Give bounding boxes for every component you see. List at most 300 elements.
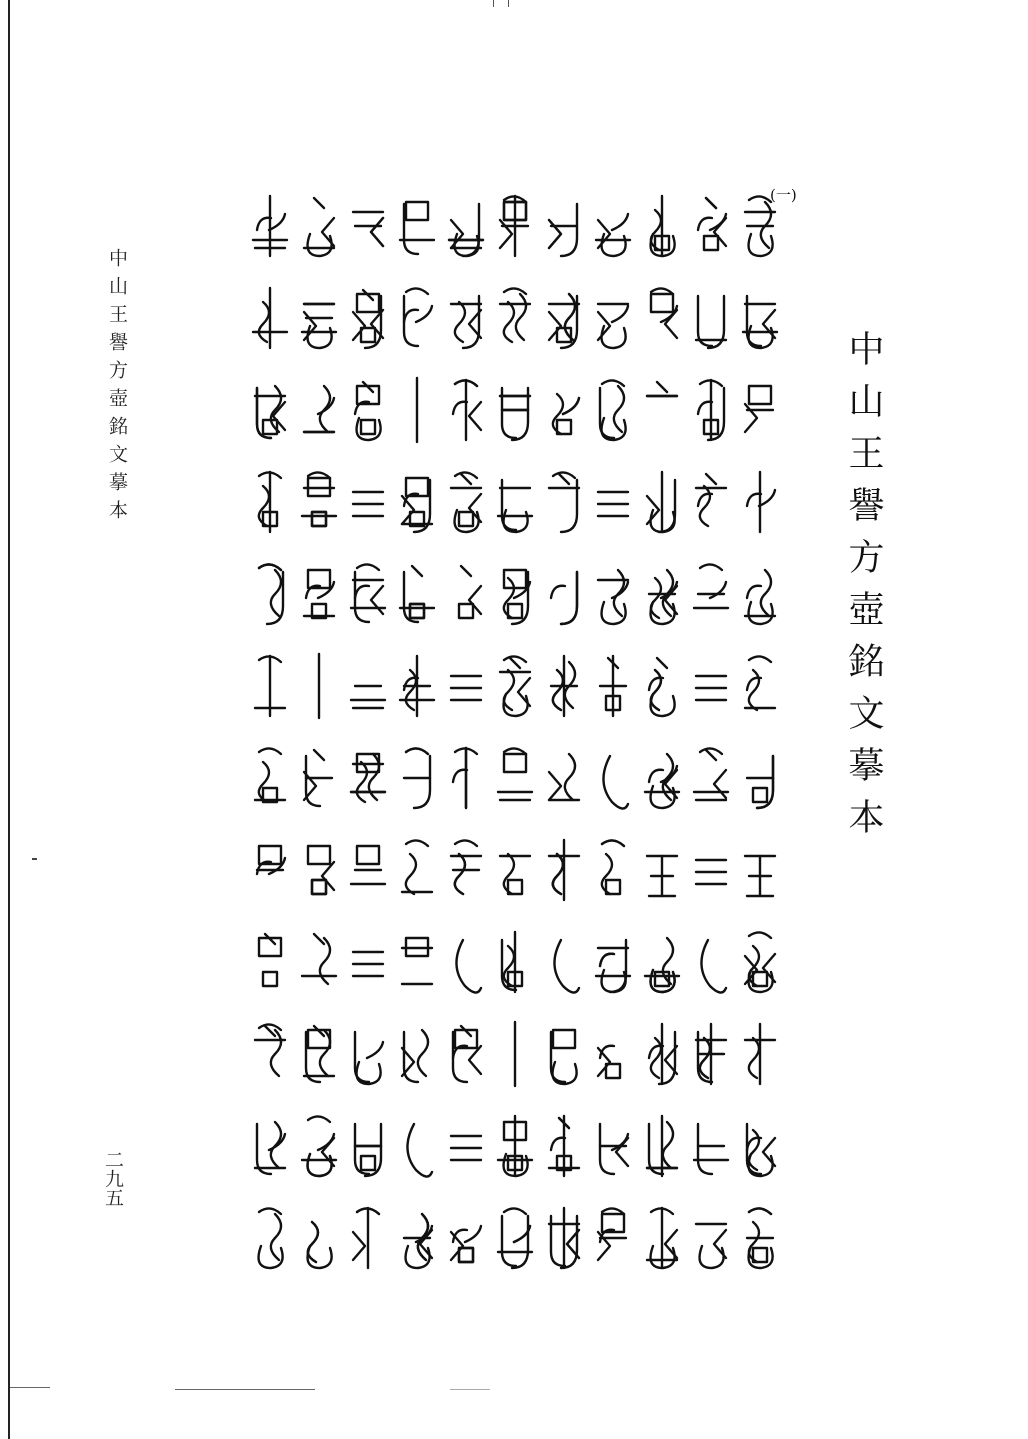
inscription-glyph: [441, 1202, 491, 1274]
glyph-stroke: [416, 306, 432, 322]
glyph-stroke: [469, 586, 481, 614]
glyph-stroke: [561, 204, 577, 256]
glyph-stroke: [504, 1208, 526, 1214]
glyph-stroke: [455, 840, 477, 846]
glyph-stroke: [259, 1208, 281, 1214]
glyph-stroke: [616, 1138, 628, 1166]
glyph-stroke: [698, 296, 712, 346]
glyph-stroke: [355, 586, 369, 598]
glyph-stroke: [259, 1024, 281, 1030]
inscription-glyph: [245, 1202, 295, 1274]
inscription-glyph: [686, 1202, 736, 1274]
inscription-glyph: [343, 282, 393, 354]
glyph-stroke: [749, 656, 771, 662]
glyph-stroke: [747, 586, 761, 598]
inscription-glyph: [637, 650, 687, 722]
inscription-glyph: [294, 466, 344, 538]
inscription-column: [441, 190, 491, 1295]
inscription-glyph: [539, 374, 589, 446]
glyph-stroke: [318, 582, 334, 598]
inscription-glyph: [441, 1110, 491, 1182]
glyph-stroke: [259, 564, 281, 570]
glyph-stroke: [410, 604, 424, 618]
glyph-stroke: [406, 670, 416, 710]
inscription-glyph: [490, 466, 540, 538]
glyph-stroke: [406, 748, 428, 754]
glyph-stroke: [361, 420, 375, 434]
glyph-stroke: [412, 566, 422, 576]
inscription-glyph: [392, 374, 442, 446]
inscription-glyph: [735, 834, 785, 906]
inscription-glyph: [343, 834, 393, 906]
inscription-glyph: [490, 282, 540, 354]
page-number: 二九五: [102, 1150, 124, 1207]
inscription-column: [637, 190, 687, 1295]
inscription-glyph: [490, 926, 540, 998]
inscription-glyph: [441, 374, 491, 446]
glyph-stroke: [600, 1046, 614, 1058]
inscription-glyph: [294, 1110, 344, 1182]
glyph-stroke: [455, 472, 477, 478]
glyph-stroke: [312, 512, 326, 526]
glyph-stroke: [749, 670, 759, 710]
glyph-stroke: [700, 1038, 710, 1078]
glyph-stroke: [749, 1208, 771, 1214]
glyph-stroke: [700, 486, 710, 526]
glyph-stroke: [749, 932, 771, 938]
inscription-glyph: [245, 1110, 295, 1182]
inscription-glyph: [245, 466, 295, 538]
glyph-stroke: [749, 1130, 759, 1170]
glyph-stroke: [602, 326, 626, 348]
glyph-stroke: [259, 302, 269, 342]
inscription-glyph: [686, 926, 736, 998]
glyph-stroke: [553, 1030, 575, 1048]
inscription-glyph: [588, 1110, 638, 1182]
inscription-glyph: [539, 282, 589, 354]
glyph-stroke: [308, 326, 332, 348]
glyph-stroke: [554, 940, 579, 993]
bronze-inscription-facsimile: [245, 190, 785, 1295]
inscription-glyph: [686, 558, 736, 630]
glyph-stroke: [308, 846, 330, 864]
inscription-glyph: [637, 742, 687, 814]
glyph-stroke: [259, 748, 281, 754]
inscription-glyph: [588, 1202, 638, 1274]
glyph-stroke: [504, 656, 526, 662]
inscription-glyph: [392, 466, 442, 538]
glyph-stroke: [263, 972, 277, 986]
glyph-stroke: [361, 328, 375, 342]
inscription-glyph: [735, 558, 785, 630]
glyph-stroke: [700, 564, 722, 570]
inscription-glyph: [539, 650, 589, 722]
glyph-stroke: [602, 380, 624, 386]
inscription-glyph: [294, 926, 344, 998]
glyph-stroke: [757, 756, 773, 808]
inscription-glyph: [490, 1110, 540, 1182]
inscription-glyph: [490, 742, 540, 814]
glyph-stroke: [614, 386, 624, 432]
glyph-stroke: [451, 1232, 463, 1260]
inscription-glyph: [392, 1110, 442, 1182]
glyph-stroke: [459, 512, 473, 526]
glyph-stroke: [504, 570, 526, 588]
glyph-stroke: [459, 1248, 473, 1262]
inscription-glyph: [539, 558, 589, 630]
glyph-stroke: [612, 214, 628, 230]
inscription-glyph: [245, 926, 295, 998]
glyph-stroke: [357, 762, 367, 802]
inscription-glyph: [392, 742, 442, 814]
inscription-glyph: [245, 282, 295, 354]
glyph-stroke: [407, 1124, 432, 1177]
glyph-stroke: [761, 570, 771, 616]
inscription-glyph: [735, 1018, 785, 1090]
inscription-glyph: [245, 742, 295, 814]
glyph-stroke: [704, 236, 718, 250]
glyph-stroke: [651, 578, 661, 618]
glyph-stroke: [371, 218, 383, 246]
inscription-glyph: [343, 558, 393, 630]
glyph-stroke: [553, 670, 563, 710]
inscription-glyph: [539, 190, 589, 262]
inscription-glyph: [392, 558, 442, 630]
inscription-glyph: [392, 926, 442, 998]
inscription-glyph: [686, 190, 736, 262]
inscription-glyph: [686, 1110, 736, 1182]
glyph-stroke: [651, 1038, 661, 1078]
glyph-stroke: [504, 302, 514, 342]
glyph-stroke: [649, 770, 663, 782]
bottom-rule: [175, 1389, 315, 1390]
inscription-glyph: [490, 834, 540, 906]
inscription-glyph: [245, 650, 295, 722]
inscription-glyph: [686, 282, 736, 354]
inscription-glyph: [588, 1018, 638, 1090]
inscription-glyph: [245, 1018, 295, 1090]
glyph-stroke: [353, 1232, 365, 1260]
glyph-stroke: [406, 288, 428, 294]
inscription-glyph: [588, 190, 638, 262]
inscription-glyph: [245, 834, 295, 906]
glyph-stroke: [612, 306, 628, 322]
inscription-glyph: [441, 558, 491, 630]
inscription-glyph: [441, 926, 491, 998]
glyph-stroke: [504, 754, 526, 772]
glyph-stroke: [371, 218, 383, 246]
glyph-stroke: [504, 670, 514, 710]
glyph-stroke: [314, 750, 324, 760]
glyph-stroke: [700, 748, 722, 754]
glyph-stroke: [665, 310, 677, 338]
glyph-stroke: [414, 756, 430, 808]
inscription-glyph: [294, 1202, 344, 1274]
glyph-stroke: [749, 196, 771, 202]
glyph-stroke: [461, 474, 471, 484]
inscription-glyph: [441, 650, 491, 722]
glyph-stroke: [749, 1038, 759, 1078]
glyph-stroke: [598, 1232, 610, 1260]
glyph-stroke: [361, 1156, 375, 1170]
inscription-glyph: [686, 742, 736, 814]
inscription-glyph: [686, 1018, 736, 1090]
running-title: 中山王譽方壺銘文摹本: [106, 248, 128, 528]
glyph-stroke: [606, 1064, 620, 1078]
glyph-stroke: [469, 402, 481, 430]
glyph-stroke: [500, 220, 512, 248]
glyph-stroke: [459, 604, 473, 618]
glyph-stroke: [753, 788, 767, 802]
inscription-glyph: [441, 834, 491, 906]
inscription-glyph: [588, 742, 638, 814]
glyph-stroke: [465, 1226, 481, 1242]
glyph-stroke: [404, 310, 418, 322]
glyph-stroke: [269, 214, 285, 230]
inscription-glyph: [735, 466, 785, 538]
inscription-glyph: [735, 650, 785, 722]
inscription-glyph: [490, 558, 540, 630]
inscription-glyph: [588, 374, 638, 446]
main-title: 中山王譽方壺銘文摹本: [843, 330, 884, 850]
glyph-stroke: [322, 862, 334, 890]
inscription-column: [294, 190, 344, 1295]
inscription-glyph: [294, 834, 344, 906]
inscription-column: [588, 190, 638, 1295]
glyph-stroke: [259, 938, 281, 956]
bottom-rule: [10, 1387, 50, 1388]
inscription-glyph: [490, 190, 540, 262]
glyph-stroke: [271, 1214, 281, 1260]
glyph-stroke: [402, 496, 414, 524]
glyph-stroke: [504, 288, 526, 294]
inscription-glyph: [343, 1202, 393, 1274]
glyph-stroke: [710, 582, 726, 598]
glyph-stroke: [563, 398, 579, 414]
inscription-column: [539, 190, 589, 1295]
glyph-stroke: [308, 1222, 318, 1262]
inscription-glyph: [392, 650, 442, 722]
inscription-glyph: [343, 374, 393, 446]
glyph-stroke: [549, 220, 561, 248]
inscription-glyph: [588, 834, 638, 906]
inscription-glyph: [392, 282, 442, 354]
inscription-glyph: [637, 1018, 687, 1090]
inscription-column: [392, 190, 442, 1295]
inscription-glyph: [490, 1202, 540, 1274]
inscription-glyph: [686, 466, 736, 538]
inscription-glyph: [735, 374, 785, 446]
inscription-glyph: [392, 190, 442, 262]
inscription-glyph: [735, 190, 785, 262]
glyph-stroke: [365, 1124, 381, 1176]
glyph-stroke: [698, 1124, 712, 1174]
inscription-glyph: [245, 190, 295, 262]
glyph-stroke: [357, 1062, 381, 1084]
inscription-glyph: [637, 282, 687, 354]
glyph-stroke: [551, 586, 565, 598]
inscription-column: [735, 190, 785, 1295]
glyph-stroke: [553, 472, 575, 478]
glyph-stroke: [657, 382, 667, 392]
glyph-stroke: [600, 388, 614, 438]
inscription-column: [686, 190, 736, 1295]
inscription-glyph: [637, 190, 687, 262]
inscription-glyph: [441, 282, 491, 354]
glyph-stroke: [367, 1042, 383, 1058]
top-crop-mark: [490, 0, 520, 8]
inscription-glyph: [686, 374, 736, 446]
glyph-stroke: [314, 198, 324, 208]
glyph-stroke: [701, 940, 726, 993]
inscription-glyph: [343, 466, 393, 538]
inscription-glyph: [637, 1110, 687, 1182]
inscription-glyph: [735, 742, 785, 814]
glyph-stroke: [561, 572, 577, 624]
inscription-glyph: [637, 1202, 687, 1274]
inscription-glyph: [392, 1202, 442, 1274]
glyph-stroke: [265, 1026, 275, 1036]
glyph-stroke: [651, 670, 661, 710]
inscription-column: [245, 190, 295, 1295]
inscription-glyph: [588, 926, 638, 998]
inscription-glyph: [245, 558, 295, 630]
glyph-stroke: [455, 302, 465, 342]
glyph-stroke: [271, 1030, 281, 1076]
glyph-stroke: [749, 386, 771, 404]
inscription-glyph: [343, 926, 393, 998]
inscription-glyph: [441, 466, 491, 538]
glyph-stroke: [312, 880, 326, 894]
glyph-stroke: [357, 294, 379, 312]
inscription-glyph: [441, 1018, 491, 1090]
glyph-stroke: [602, 234, 626, 256]
stray-mark: [32, 858, 37, 860]
inscription-glyph: [735, 1110, 785, 1182]
glyph-stroke: [469, 1046, 481, 1074]
glyph-stroke: [745, 404, 757, 432]
inscription-glyph: [294, 374, 344, 446]
glyph-stroke: [269, 858, 285, 874]
glyph-stroke: [357, 846, 379, 864]
inscription-glyph: [245, 374, 295, 446]
inscription-glyph: [343, 1018, 393, 1090]
glyph-stroke: [714, 218, 726, 246]
glyph-stroke: [553, 854, 563, 894]
inscription-column: [343, 190, 393, 1295]
glyph-stroke: [320, 1030, 330, 1076]
inscription-glyph: [686, 650, 736, 722]
inscription-glyph: [490, 1018, 540, 1090]
inscription-glyph: [735, 1202, 785, 1274]
glyph-stroke: [598, 1048, 610, 1076]
glyph-stroke: [663, 1122, 673, 1168]
inscription-glyph: [637, 834, 687, 906]
inscription-glyph: [294, 558, 344, 630]
inscription-glyph: [588, 282, 638, 354]
glyph-stroke: [418, 1030, 428, 1076]
glyph-stroke: [410, 604, 424, 618]
inscription-glyph: [588, 650, 638, 722]
glyph-stroke: [565, 754, 575, 800]
inscription-glyph: [294, 650, 344, 722]
glyph-stroke: [706, 198, 716, 208]
inscription-glyph: [539, 1018, 589, 1090]
inscription-glyph: [637, 926, 687, 998]
inscription-glyph: [343, 1110, 393, 1182]
inscription-glyph: [490, 374, 540, 446]
glyph-stroke: [602, 970, 626, 992]
glyph-stroke: [549, 220, 561, 248]
glyph-stroke: [603, 756, 628, 809]
inscription-glyph: [441, 742, 491, 814]
inscription-glyph: [294, 190, 344, 262]
inscription-glyph: [294, 1018, 344, 1090]
inscription-glyph: [343, 742, 393, 814]
glyph-stroke: [600, 954, 614, 966]
section-mark: (一): [770, 186, 797, 204]
glyph-stroke: [308, 1116, 330, 1122]
glyph-stroke: [459, 1248, 473, 1262]
glyph-stroke: [312, 880, 326, 894]
glyph-stroke: [357, 564, 379, 570]
glyph-stroke: [651, 294, 673, 312]
glyph-stroke: [371, 586, 383, 614]
inscription-glyph: [637, 558, 687, 630]
glyph-stroke: [406, 840, 428, 846]
glyph-stroke: [759, 490, 775, 506]
glyph-stroke: [549, 772, 561, 800]
inscription-glyph: [588, 558, 638, 630]
glyph-stroke: [706, 474, 716, 484]
glyph-stroke: [698, 218, 712, 230]
inscription-glyph: [539, 742, 589, 814]
inscription-column: [490, 190, 540, 1295]
glyph-stroke: [553, 1062, 577, 1084]
glyph-stroke: [353, 312, 365, 340]
inscription-glyph: [686, 834, 736, 906]
glyph-stroke: [406, 854, 416, 894]
glyph-stroke: [714, 770, 726, 798]
inscription-glyph: [392, 1018, 442, 1090]
inscription-glyph: [637, 374, 687, 446]
inscription-glyph: [441, 190, 491, 262]
inscription-glyph: [539, 466, 589, 538]
glyph-stroke: [271, 570, 281, 616]
glyph-stroke: [510, 658, 520, 668]
glyph-stroke: [453, 1230, 467, 1242]
glyph-stroke: [406, 202, 428, 220]
glyph-stroke: [549, 312, 561, 340]
bottom-rule: [450, 1389, 490, 1390]
inscription-glyph: [735, 926, 785, 998]
glyph-stroke: [314, 934, 324, 944]
inscription-glyph: [392, 834, 442, 906]
page-edge-line: [8, 0, 10, 1439]
inscription-glyph: [539, 1110, 589, 1182]
inscription-glyph: [539, 926, 589, 998]
glyph-stroke: [516, 294, 526, 340]
glyph-stroke: [657, 658, 667, 668]
glyph-stroke: [559, 474, 569, 484]
inscription-glyph: [637, 466, 687, 538]
glyph-stroke: [461, 566, 471, 576]
inscription-glyph: [294, 742, 344, 814]
inscription-glyph: [343, 190, 393, 262]
inscription-glyph: [294, 282, 344, 354]
glyph-stroke: [456, 940, 481, 993]
inscription-glyph: [490, 650, 540, 722]
